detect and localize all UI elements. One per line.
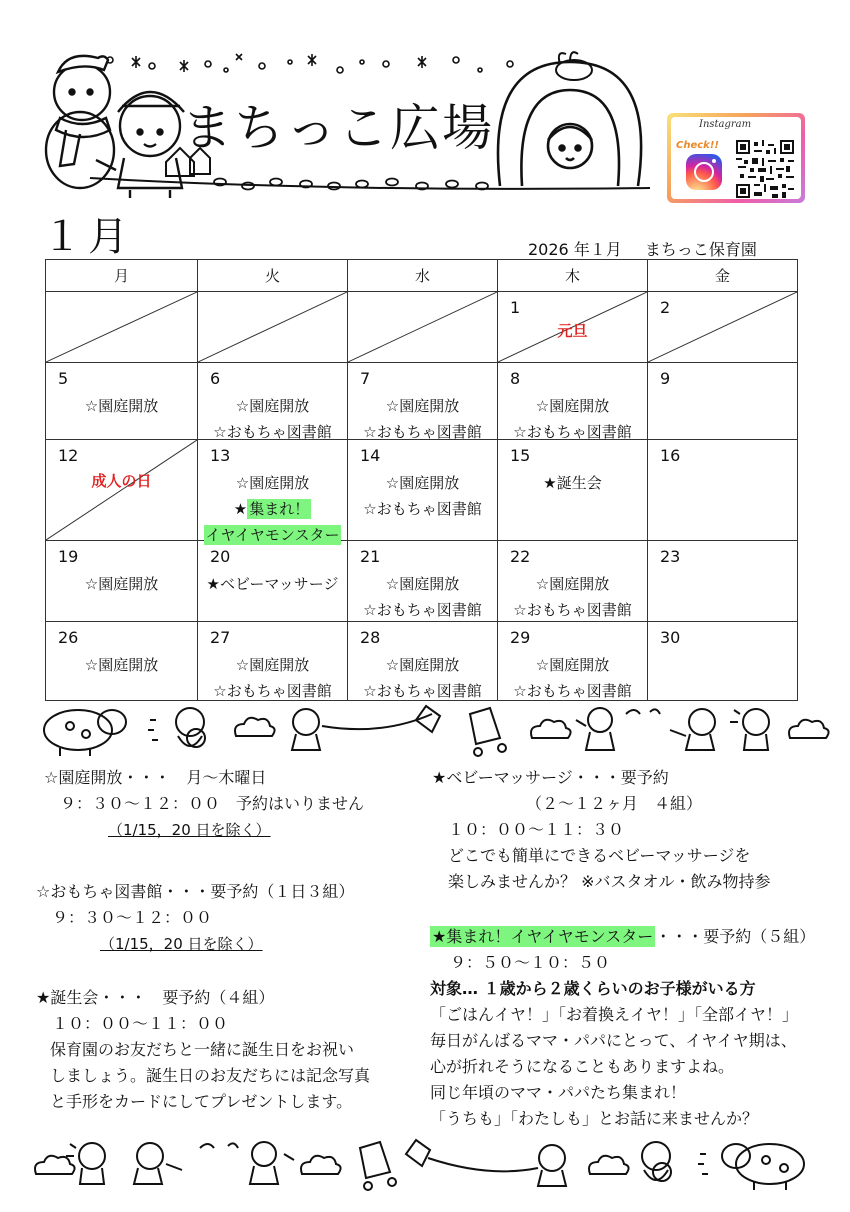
closed-day-slash (198, 292, 347, 362)
calendar-day-cell[interactable] (46, 541, 198, 622)
calendar-table (45, 259, 798, 701)
calendar-event-text: ☆園庭開放 (385, 397, 460, 415)
subheading-date: 2026 年１月 (528, 240, 622, 259)
calendar-day-cell[interactable] (498, 622, 648, 701)
child-icon (670, 709, 715, 750)
calendar-event (198, 498, 347, 519)
calendar-event-text: ☆おもちゃ図書館 (513, 682, 632, 700)
calendar-event-text: ☆園庭開放 (535, 575, 610, 593)
weekday-mon: 月 (46, 260, 198, 292)
calendar-day-cell[interactable] (498, 541, 648, 622)
toy-library-title: ☆おもちゃ図書館・・・要予約（１日３組） (36, 882, 355, 901)
instagram-icon (686, 154, 722, 190)
calendar-event-text: ☆園庭開放 (84, 656, 159, 674)
weekday-tue: 火 (198, 260, 348, 292)
birthday-line: と手形をカードにしてプレゼントします。 (50, 1092, 353, 1111)
calendar-event-text: ☆園庭開放 (84, 575, 159, 593)
child-icon (66, 1143, 105, 1184)
day-number: 15 (510, 446, 531, 465)
calendar-day-cell[interactable] (348, 541, 498, 622)
monster-line: 心が折れそうになることもありますよね。 (430, 1057, 735, 1076)
stroller-icon (360, 1142, 396, 1190)
calendar-event (498, 320, 647, 341)
day-number: 28 (360, 628, 381, 647)
sheep-icon (44, 710, 126, 756)
calendar-event (498, 472, 647, 493)
calendar-event (498, 680, 647, 701)
day-number: 16 (660, 446, 681, 465)
baby-massage-section (432, 765, 771, 895)
page-title: まちっこ広場 (182, 99, 494, 157)
baby-massage-title: ★ベビーマッサージ・・・要予約 (432, 768, 669, 787)
monster-title (430, 924, 815, 950)
calendar-day-cell[interactable] (498, 292, 648, 363)
day-number: 20 (210, 547, 231, 566)
calendar-event (198, 654, 347, 675)
child-icon (730, 709, 769, 750)
calendar-event-text: ☆おもちゃ図書館 (363, 601, 482, 619)
garden-title: ☆園庭開放・・・ 月～木曜日 (44, 768, 267, 787)
calendar-day-cell[interactable] (198, 363, 348, 440)
calendar-event-text: ☆園庭開放 (385, 474, 460, 492)
birthday-time: １０：００～１１：００ (52, 1014, 229, 1033)
calendar-day-cell[interactable] (498, 363, 648, 440)
calendar-event (498, 573, 647, 594)
calendar-event (46, 654, 197, 675)
calendar-day-cell[interactable] (46, 622, 198, 701)
calendar-day-cell[interactable] (198, 541, 348, 622)
toy-library-note: （1/15，20 日を除く） (100, 935, 263, 953)
calendar-event-text: ☆園庭開放 (235, 656, 310, 674)
monster-target: 対象… １歳から２歳くらいのお子様がいる方 (430, 979, 756, 998)
day-number: 21 (360, 547, 381, 566)
child-icon (134, 1143, 182, 1184)
kite-icon (406, 1140, 538, 1171)
check-label: Check!! (676, 140, 719, 151)
garden-time: ９：３０～１２：００ 予約はいりません (60, 794, 365, 813)
calendar-day-cell[interactable] (498, 440, 648, 541)
cloud-icon (589, 1156, 629, 1174)
day-number: 9 (660, 369, 671, 388)
day-number: 26 (58, 628, 79, 647)
stroller-icon (470, 708, 506, 756)
birthday-section (36, 985, 370, 1115)
calendar-event (198, 395, 347, 416)
day-number: 23 (660, 547, 681, 566)
calendar-event-text: イヤイヤモンスター (205, 526, 340, 544)
calendar-event-text: ☆おもちゃ図書館 (363, 423, 482, 441)
day-number: 5 (58, 369, 69, 388)
calendar-event (348, 472, 497, 493)
calendar-week-row (46, 440, 798, 541)
calendar-day-cell[interactable] (198, 292, 348, 363)
doodle-row-top (30, 700, 830, 760)
baby-massage-line: 楽しみませんか？ ※バスタオル・飲み物持参 (448, 872, 771, 891)
calendar-event (348, 654, 497, 675)
day-number: 30 (660, 628, 681, 647)
closed-day-slash (46, 292, 197, 362)
monster-section (430, 924, 815, 1132)
calendar-day-cell[interactable] (648, 292, 798, 363)
calendar-event (46, 573, 197, 594)
monster-line: 「ごはんイヤ！」「お着換えイヤ！」「全部イヤ！」 (430, 1005, 799, 1024)
weekday-header-row (46, 260, 798, 292)
calendar-event (198, 573, 347, 594)
calendar-event-text: ☆園庭開放 (385, 656, 460, 674)
calendar-event (348, 573, 497, 594)
child-icon (250, 1142, 294, 1184)
weekday-thu: 木 (498, 260, 648, 292)
monster-title-rest: ・・・要予約（５組） (655, 927, 816, 946)
calendar-event-text: ★ベビーマッサージ (206, 575, 339, 593)
day-number: 2 (660, 298, 671, 317)
subheading (528, 237, 775, 260)
monster-line: 「うちも」「わたしも」とお話に来ませんか？ (430, 1109, 759, 1128)
calendar-week-row (46, 622, 798, 701)
day-number: 29 (510, 628, 531, 647)
calendar-event-text: 元旦 (557, 322, 588, 340)
cloud-icon (235, 718, 275, 736)
garden-note: （1/15，20 日を除く） (108, 821, 271, 839)
day-number: 22 (510, 547, 531, 566)
child-icon (292, 709, 432, 750)
calendar-event-text: ★誕生会 (543, 474, 602, 492)
calendar-event (348, 395, 497, 416)
closed-day-slash (648, 292, 797, 362)
baby-massage-time: １０：００～１１：３０ (448, 820, 625, 839)
day-number: 7 (360, 369, 371, 388)
day-number: 13 (210, 446, 231, 465)
birthday-line: しましょう。誕生日のお友だちには記念写真 (50, 1066, 371, 1085)
calendar-day-cell[interactable] (46, 292, 198, 363)
calendar-event-text: ☆おもちゃ図書館 (513, 423, 632, 441)
calendar-week-row (46, 292, 798, 363)
closed-day-slash (348, 292, 497, 362)
weekday-fri: 金 (648, 260, 798, 292)
calendar-day-cell[interactable] (348, 622, 498, 701)
monster-time: ９：５０～１０：５０ (450, 953, 611, 972)
calendar-day-cell[interactable] (648, 622, 798, 701)
snowman-icon (46, 56, 114, 188)
qr-code-icon[interactable] (736, 140, 794, 198)
calendar-event-text: ☆園庭開放 (535, 397, 610, 415)
calendar-event-text: ☆おもちゃ図書館 (213, 682, 332, 700)
calendar-event-text: ☆園庭開放 (235, 397, 310, 415)
child-icon (538, 1145, 566, 1186)
calendar-event-text: 成人の日 (91, 472, 152, 490)
calendar-week-row (46, 541, 798, 622)
day-number: 6 (210, 369, 221, 388)
cloud-icon (35, 1156, 75, 1174)
baby-massage-sub: （２～１２ヶ月 ４組） (526, 794, 703, 813)
calendar-event-text: ☆おもちゃ図書館 (363, 500, 482, 518)
calendar-day-cell[interactable] (348, 440, 498, 541)
calendar-day-cell[interactable] (46, 363, 198, 440)
instagram-label: Instagram (699, 119, 752, 130)
calendar-event (198, 472, 347, 493)
weekday-wed: 水 (348, 260, 498, 292)
calendar-event-text: ☆園庭開放 (235, 474, 310, 492)
calendar-event (498, 395, 647, 416)
day-number: 19 (58, 547, 79, 566)
calendar-event-text: ☆おもちゃ図書館 (513, 601, 632, 619)
calendar-day-cell[interactable] (348, 363, 498, 440)
calendar-day-cell[interactable] (348, 292, 498, 363)
birthday-line: 保育園のお友だちと一緒に誕生日をお祝い (50, 1040, 355, 1059)
calendar-event (498, 654, 647, 675)
calendar-event (348, 498, 497, 519)
child-icon (176, 708, 205, 747)
calendar-day-cell[interactable] (198, 440, 348, 544)
calendar-day-cell[interactable] (46, 440, 198, 541)
day-number: 14 (360, 446, 381, 465)
calendar-event (348, 680, 497, 701)
baby-massage-line: どこでも簡単にできるベビーマッサージを (448, 846, 751, 865)
calendar-day-cell[interactable] (648, 541, 798, 622)
rabbit-icon (556, 52, 592, 80)
day-number: 12 (58, 446, 79, 465)
calendar-event-text (234, 499, 311, 519)
calendar-event-text: ☆園庭開放 (385, 575, 460, 593)
month-label: １月 (42, 214, 134, 260)
calendar-event-text: ☆園庭開放 (84, 397, 159, 415)
calendar-event (498, 599, 647, 620)
birthday-title: ★誕生会・・・ 要予約（４組） (36, 988, 275, 1007)
calendar-day-cell[interactable] (648, 440, 798, 541)
star-mark: ★ (233, 500, 248, 518)
monster-title-highlight: ★集まれ！イヤイヤモンスター (432, 927, 654, 946)
child-icon (642, 1142, 671, 1181)
monster-line: 同じ年頃のママ・パパたち集まれ！ (430, 1083, 687, 1102)
calendar-day-cell[interactable] (648, 363, 798, 440)
cloud-icon (531, 720, 571, 738)
garden-section (44, 765, 364, 843)
child-icon (576, 708, 614, 750)
day-number: 27 (210, 628, 231, 647)
toy-library-time: ９：３０～１２：００ (52, 908, 213, 927)
day-number: 8 (510, 369, 521, 388)
calendar-event (198, 680, 347, 701)
highlighted-text: 集まれ！ (249, 500, 310, 518)
doodle-row-bottom (30, 1134, 830, 1194)
calendar-event (46, 395, 197, 416)
calendar-week-row (46, 363, 798, 440)
cloud-icon (789, 720, 829, 738)
toy-library-section (36, 879, 354, 957)
subheading-org: まちっこ保育園 (644, 240, 757, 259)
sheep-icon (722, 1144, 804, 1190)
calendar-event (348, 599, 497, 620)
calendar-event (46, 470, 197, 491)
calendar-event-text: ☆園庭開放 (535, 656, 610, 674)
calendar-event-text: ☆おもちゃ図書館 (363, 682, 482, 700)
calendar-event-text: ☆おもちゃ図書館 (213, 423, 332, 441)
monster-line: 毎日がんばるママ・パパにとって、イヤイヤ期は、 (430, 1031, 797, 1050)
cloud-icon (301, 1156, 341, 1174)
calendar-day-cell[interactable] (198, 622, 348, 701)
day-number: 1 (510, 298, 521, 317)
